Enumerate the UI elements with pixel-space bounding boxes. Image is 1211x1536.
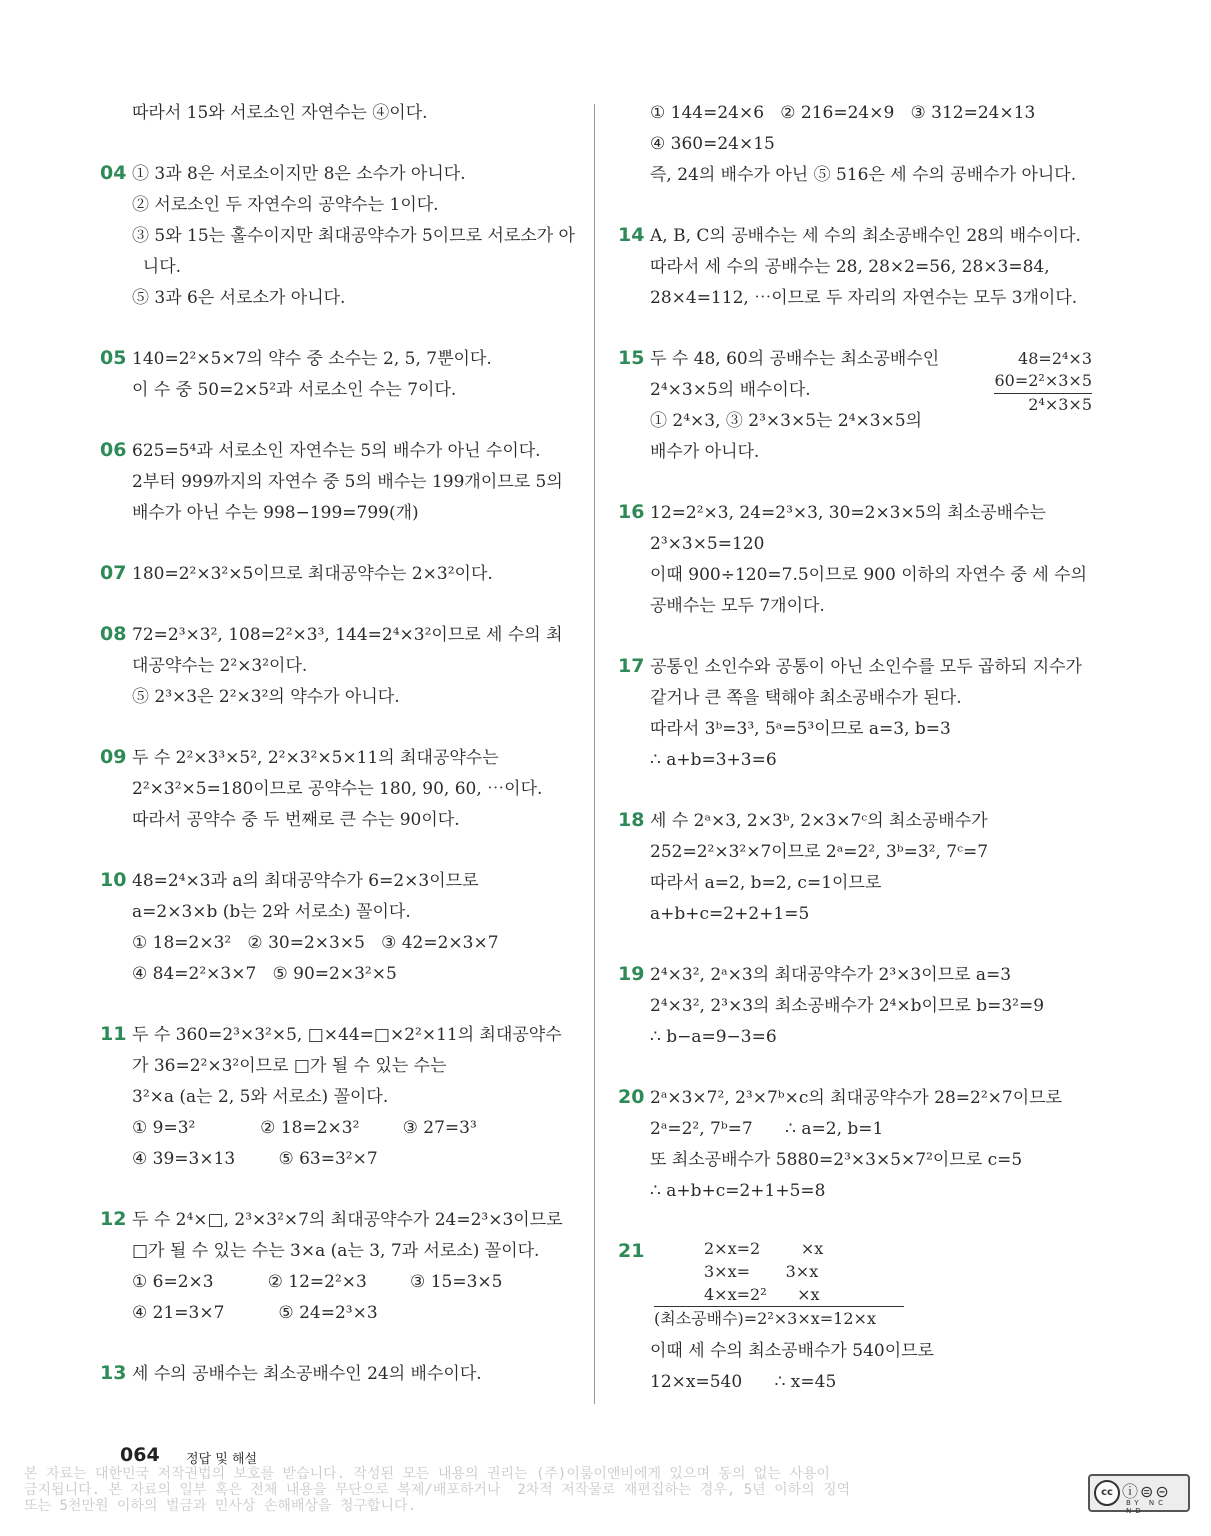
solution-line: 따라서 a=2, b=2, c=1이므로 (650, 873, 882, 893)
solution-line: 180=2²×3²×5이므로 최대공약수는 2×3²이다. (132, 564, 493, 584)
solution-line: 또 최소공배수가 5880=2³×3×5×7²이므로 c=5 (650, 1150, 1023, 1170)
page-number: 064 (120, 1444, 160, 1466)
problem-number: 06 (100, 439, 127, 461)
solution-line: 12×x=540 ∴ x=45 (650, 1372, 837, 1392)
solution-line: ① 2⁴×3, ③ 2³×3×5는 2⁴×3×5의 (650, 411, 923, 431)
solution-line: 배수가 아닌 수는 998−199=799(개) (132, 503, 419, 523)
answer-item-07 (100, 559, 578, 590)
problem-number: 21 (618, 1240, 645, 1262)
solution-line: ① 6=2×3 ② 12=2²×3 ③ 15=3×5 (132, 1272, 503, 1292)
lcm-table-row: 4×x=2² ×x (654, 1283, 904, 1307)
problem-number: 09 (100, 746, 127, 768)
solution-line: 따라서 공약수 중 두 번째로 큰 수는 90이다. (132, 810, 460, 830)
answer-item-09 (100, 743, 578, 836)
answer-item-18 (618, 806, 1098, 930)
solution-line: 따라서 세 수의 공배수는 28, 28×2=56, 28×3=84, (650, 257, 1050, 277)
solution-line: 2ᵃ=2², 7ᵇ=7 ∴ a=2, b=1 (650, 1119, 884, 1139)
problem-number: 17 (618, 655, 645, 677)
problem-number: 19 (618, 963, 645, 985)
answer-13-tail: ① 144=24×6 ② 216=24×9 ③ 312=24×13 (650, 103, 1036, 123)
cc-license-text: BY NC ND (1126, 1499, 1168, 1515)
answer-item-15 (618, 344, 1098, 468)
solution-line: 따라서 3ᵇ=3³, 5ᵃ=5³이므로 a=3, b=3 (650, 719, 951, 739)
solution-line: ④ 39=3×13 ⑤ 63=3²×7 (132, 1149, 378, 1169)
left-column (100, 98, 578, 1390)
solution-line: 2⁴×3², 2ᵃ×3의 최대공약수가 2³×3이므로 a=3 (650, 965, 1012, 985)
problem-number: 20 (618, 1086, 645, 1108)
solution-line: 두 수 48, 60의 공배수는 최소공배수인 (650, 349, 940, 369)
solution-line: ⑤ 2³×3은 2²×3²의 약수가 아니다. (132, 687, 400, 707)
solution-line: a=2×3×b (b는 2와 서로소) 꼴이다. (132, 902, 411, 922)
solution-line: ∴ b−a=9−3=6 (650, 1027, 777, 1047)
answer-item-10 (100, 866, 578, 990)
solution-line: ① 9=3² ② 18=2×3² ③ 27=3³ (132, 1118, 477, 1138)
solution-line: □가 될 수 있는 수는 3×a (a는 3, 7과 서로소) 꼴이다. (132, 1241, 540, 1261)
solution-line: 2⁴×3×5의 배수이다. (650, 380, 811, 400)
answer-item-08 (100, 620, 578, 713)
problem-number: 07 (100, 562, 127, 584)
solution-line: 니다. (132, 257, 182, 277)
lcm-table (654, 1237, 1098, 1330)
solution-line: 이때 900÷120=7.5이므로 900 이하의 자연수 중 세 수의 (650, 565, 1088, 585)
solution-line: 2ᵃ×3×7², 2³×7ᵇ×c의 최대공약수가 28=2²×7이므로 (650, 1088, 1062, 1108)
column-divider (594, 104, 595, 1404)
solution-line: ⑤ 3과 6은 서로소가 아니다. (132, 288, 346, 308)
solution-line: 세 수의 공배수는 최소공배수인 24의 배수이다. (132, 1364, 482, 1384)
answer-item-04 (100, 159, 578, 314)
solution-line: 2부터 999까지의 자연수 중 5의 배수는 199개이므로 5의 (132, 472, 563, 492)
answer-13-tail: ④ 360=24×15 (650, 134, 775, 154)
solution-line: 140=2²×5×7의 약수 중 소수는 2, 5, 7뿐이다. (132, 349, 492, 369)
problem-number: 14 (618, 224, 645, 246)
answer-03-tail: 따라서 15와 서로소인 자연수는 ④이다. (132, 103, 428, 123)
solution-line: ∴ a+b+c=2+1+5=8 (650, 1181, 826, 1201)
solution-line: ③ 5와 15는 홀수이지만 최대공약수가 5이므로 서로소가 아 (132, 226, 575, 246)
answer-item-20 (618, 1083, 1098, 1207)
solution-line: ④ 21=3×7 ⑤ 24=2³×3 (132, 1303, 378, 1323)
creative-commons-badge (1088, 1474, 1190, 1515)
problem-number: 13 (100, 1362, 127, 1384)
answer-item-11 (100, 1020, 578, 1175)
lcm-result: (최소공배수)=2²×3×x=12×x (654, 1309, 876, 1328)
answer-13-tail: 즉, 24의 배수가 아닌 ⑤ 516은 세 수의 공배수가 아니다. (650, 165, 1077, 185)
answer-item-06 (100, 436, 578, 529)
prime-factorization-side (994, 348, 1092, 416)
solution-line: 2²×3²×5=180이므로 공약수는 180, 90, 60, ⋯이다. (132, 779, 543, 799)
cc-icon: cc (1094, 1480, 1120, 1506)
solution-line: 12=2²×3, 24=2³×3, 30=2×3×5의 최소공배수는 (650, 503, 1046, 523)
solution-line: ② 서로소인 두 자연수의 공약수는 1이다. (132, 195, 439, 215)
solution-line: 28×4=112, ⋯이므로 두 자리의 자연수는 모두 3개이다. (650, 288, 1078, 308)
lcm-table-row: 3×x= 3×x (704, 1262, 819, 1281)
problem-number: 11 (100, 1023, 127, 1045)
answer-item-05 (100, 344, 578, 406)
problem-number: 10 (100, 869, 127, 891)
solution-line: 이 수 중 50=2×5²과 서로소인 수는 7이다. (132, 380, 457, 400)
solution-line: ④ 84=2²×3×7 ⑤ 90=2×3²×5 (132, 964, 397, 984)
factorization-row: 2⁴×3×5 (1028, 395, 1092, 414)
solution-line: 48=2⁴×3과 a의 최대공약수가 6=2×3이므로 (132, 871, 479, 891)
problem-number: 12 (100, 1208, 127, 1230)
solution-line: 같거나 큰 쪽을 택해야 최소공배수가 된다. (650, 688, 962, 708)
answer-item-14 (618, 221, 1098, 314)
answer-item-21 (618, 1237, 1098, 1398)
solution-line: 배수가 아니다. (650, 442, 760, 462)
problem-number: 05 (100, 347, 127, 369)
solution-line: 2⁴×3², 2³×3의 최소공배수가 2⁴×b이므로 b=3²=9 (650, 996, 1045, 1016)
answer-item-16 (618, 498, 1098, 622)
section-label: 정답 및 해설 (186, 1452, 258, 1467)
solution-line: 2³×3×5=120 (650, 534, 765, 554)
problem-number: 18 (618, 809, 645, 831)
problem-number: 04 (100, 162, 127, 184)
solution-line: 세 수 2ᵃ×3, 2×3ᵇ, 2×3×7ᶜ의 최소공배수가 (650, 811, 988, 831)
factorization-row: 48=2⁴×3 (1018, 349, 1092, 368)
solution-line: ① 3과 8은 서로소이지만 8은 소수가 아니다. (132, 164, 466, 184)
solution-line: A, B, C의 공배수는 세 수의 최소공배수인 28의 배수이다. (650, 226, 1081, 246)
solution-line: 이때 세 수의 최소공배수가 540이므로 (650, 1341, 934, 1361)
solution-line: 두 수 2²×3³×5², 2²×3²×5×11의 최대공약수는 (132, 748, 499, 768)
copyright-notice: 본 자료는 대한민국 저작권법의 보호를 받습니다. 작성된 모든 내용의 권리는 (주)이룸이앤비에게 있으며 동의 없는 사용이 금지됩니다. 본 자료의 일부 혹은 전체 내용을 무단으로 복제/배포하거나 2차적 저작물로 재편집하는 경우, 5년 이하의 징역 또는 5천만원 이하의 벌금과 민사상 손해배상을 청구합니다. (24, 1466, 851, 1514)
factorization-row: 60=2²×3×5 (994, 370, 1092, 394)
answer-item-17 (618, 652, 1098, 776)
solution-line: 공배수는 모두 7개이다. (650, 596, 825, 616)
solution-line: 625=5⁴과 서로소인 자연수는 5의 배수가 아닌 수이다. (132, 441, 541, 461)
solution-line: ① 18=2×3² ② 30=2×3×5 ③ 42=2×3×7 (132, 933, 499, 953)
problem-number: 15 (618, 347, 645, 369)
solution-line: a+b+c=2+2+1=5 (650, 904, 810, 924)
right-column (618, 98, 1098, 1398)
problem-number: 08 (100, 623, 127, 645)
solution-line: 두 수 360=2³×3²×5, □×44=□×2²×11의 최대공약수 (132, 1025, 562, 1045)
answer-item-19 (618, 960, 1098, 1053)
solution-line: 3²×a (a는 2, 5와 서로소) 꼴이다. (132, 1087, 389, 1107)
solution-line: 252=2²×3²×7이므로 2ᵃ=2², 3ᵇ=3², 7ᶜ=7 (650, 842, 989, 862)
lcm-table-row: 2×x=2 ×x (704, 1239, 824, 1258)
by-nc-nd-icons: ⓘ⊜⊝ (1122, 1482, 1171, 1501)
answer-item-13 (100, 1359, 578, 1390)
solution-line: 대공약수는 2²×3²이다. (132, 656, 308, 676)
solution-line: 공통인 소인수와 공통이 아닌 소인수를 모두 곱하되 지수가 (650, 657, 1082, 677)
answer-item-12 (100, 1205, 578, 1329)
solution-line: 가 36=2²×3²이므로 □가 될 수 있는 수는 (132, 1056, 447, 1076)
problem-number: 16 (618, 501, 645, 523)
solution-line: ∴ a+b=3+3=6 (650, 750, 777, 770)
solution-line: 72=2³×3², 108=2²×3³, 144=2⁴×3²이므로 세 수의 최 (132, 625, 563, 645)
solution-line: 두 수 2⁴×□, 2³×3²×7의 최대공약수가 24=2³×3이므로 (132, 1210, 563, 1230)
